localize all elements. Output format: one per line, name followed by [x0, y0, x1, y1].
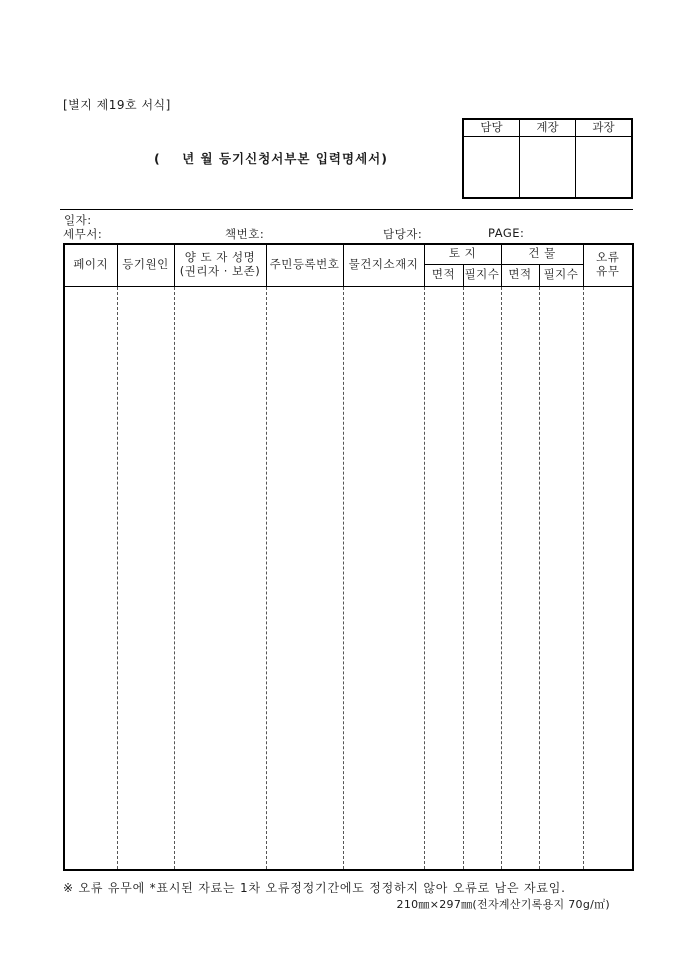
approval-cell-staff [464, 137, 520, 197]
body-cell-building-area [501, 286, 539, 870]
body-cell-land-lot-count [463, 286, 501, 870]
body-cell-transferor-name [174, 286, 266, 870]
col-header-transferor-name [174, 244, 266, 286]
transferor-name-line1: 양 도 자 성명 [184, 250, 256, 265]
col-header-building-area: 면적 [501, 264, 539, 286]
body-cell-page [64, 286, 117, 870]
approval-header-section-chief: 계장 [520, 120, 576, 136]
col-header-resident-number: 주민등록번호 [266, 244, 343, 286]
col-header-page: 페이지 [64, 244, 117, 286]
form-number-label: [별지 제19호 서식] [63, 98, 171, 112]
body-cell-error-status [583, 286, 633, 870]
tax-office-field-label: 세무서: [63, 227, 103, 241]
col-header-land-lot-count: 필지수 [463, 264, 501, 286]
approval-signature-row [464, 137, 631, 197]
approval-stamp-box [462, 118, 633, 199]
col-group-header-land: 토 지 [424, 244, 501, 264]
transferor-name-line2: (권리자 · 보존) [179, 264, 261, 279]
col-header-building-lot-count: 필지수 [539, 264, 583, 286]
approval-header-staff: 담당 [464, 120, 520, 136]
approval-header-row [464, 120, 631, 137]
col-header-registration-cause: 등기원인 [117, 244, 174, 286]
error-status-line1: 오류 [596, 250, 620, 265]
error-status-line2: 유무 [596, 264, 620, 279]
approval-header-department-head: 과장 [592, 120, 615, 134]
date-field-label: 일자: [64, 213, 92, 227]
col-header-land-area: 면적 [424, 264, 463, 286]
col-header-property-location: 물건지소재지 [343, 244, 424, 286]
approval-cell-section-chief [520, 137, 576, 197]
body-cell-registration-cause [117, 286, 174, 870]
body-cell-resident-number [266, 286, 343, 870]
error-footnote: ※ 오류 유무에 *표시된 자료는 1차 오류정정기간에도 정정하지 않아 오류로 남은 자료임. [63, 881, 566, 895]
page-number-field-label: PAGE: [488, 226, 525, 240]
paper-size-note: 210㎜×297㎜(전자계산기록용지 70g/㎡) [396, 898, 610, 911]
body-cell-building-lot-count [539, 286, 583, 870]
approval-cell-department-head [576, 137, 631, 197]
table-body-row [64, 286, 633, 870]
horizontal-divider [60, 209, 633, 210]
col-group-header-building: 건 물 [501, 244, 583, 264]
registry-detail-table [63, 243, 634, 871]
book-number-field-label: 책번호: [225, 227, 265, 241]
col-header-error-status [583, 244, 633, 286]
body-cell-land-area [424, 286, 463, 870]
page-title: ( 년 월 등기신청서부본 입력명세서) [154, 151, 388, 166]
body-cell-property-location [343, 286, 424, 870]
manager-field-label: 담당자: [383, 227, 423, 241]
